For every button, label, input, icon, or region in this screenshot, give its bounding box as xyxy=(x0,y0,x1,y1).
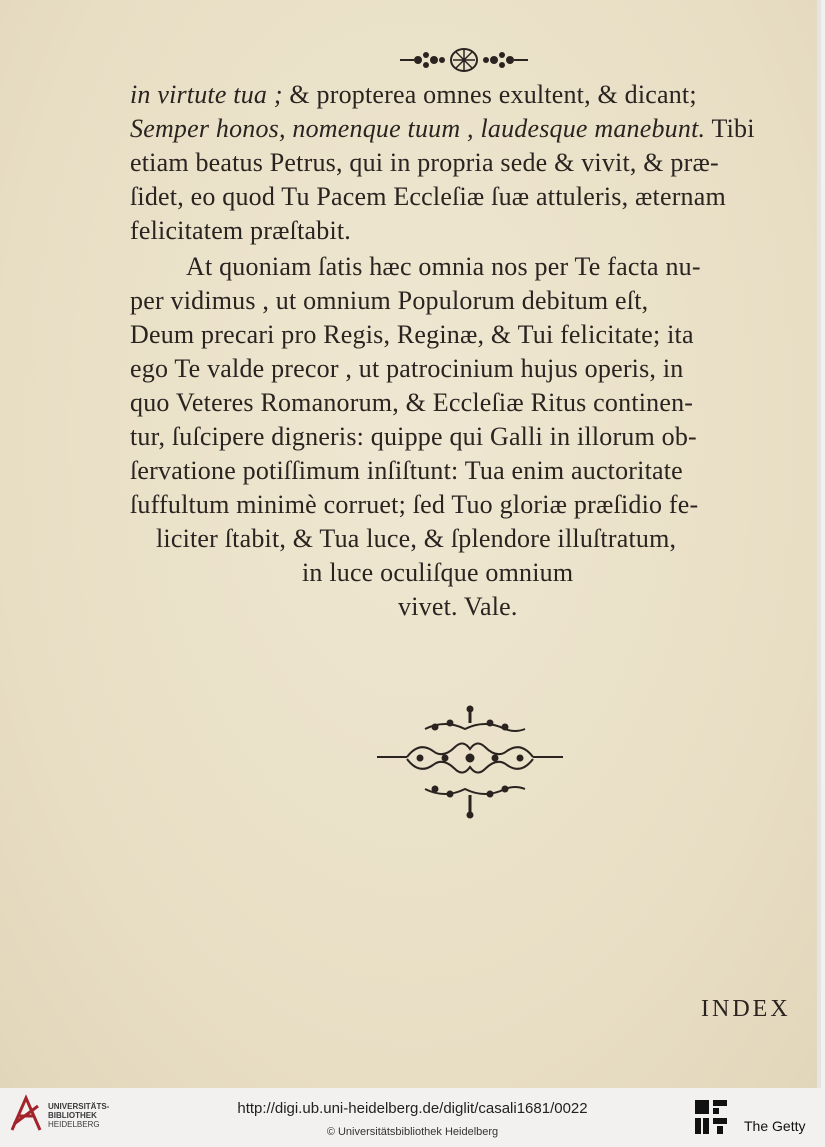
roman-text: etiam beatus Petrus, qui in propria sede & vivit, & præ- xyxy=(130,148,719,177)
text-line xyxy=(398,590,518,624)
roman-text: ego Te valde precor , ut patrocinium hujus operis, in xyxy=(130,354,684,383)
text-line xyxy=(130,454,683,488)
roman-text: quo Veteres Romanorum, & Eccleſiæ Ritus continen- xyxy=(130,388,694,417)
permalink-url[interactable]: http://digi.ub.uni-heidelberg.de/diglit/casali1681/0022 xyxy=(237,1100,588,1117)
roman-text: vivet. Vale. xyxy=(398,592,518,621)
roman-text: felicitatem præſtabit. xyxy=(130,216,351,245)
catchword: INDEX xyxy=(701,996,791,1022)
roman-text: Tibi xyxy=(705,114,755,143)
page-edge xyxy=(817,0,821,1088)
text-line xyxy=(130,214,351,248)
text-line xyxy=(156,522,676,556)
getty-logo-icon[interactable] xyxy=(693,1098,729,1138)
roman-text: ſuffultum minimè corruet; ſed Tuo gloriæ præſidio fe- xyxy=(130,490,699,519)
text-line xyxy=(186,250,701,284)
italic-text: Semper honos, nomenque tuum , laudesque manebunt. xyxy=(130,114,706,143)
roman-text: ſervatione potiſſimum inſiſtunt: Tua enim auctoritate xyxy=(130,456,683,485)
text-line xyxy=(130,180,726,214)
text-line xyxy=(302,556,573,590)
roman-text: At quoniam ſatis hæc omnia nos per Te facta nu- xyxy=(186,252,701,281)
text-line xyxy=(130,284,648,318)
roman-text: ſidet, eo quod Tu Pacem Eccleſiæ ſuæ attuleris, æternam xyxy=(130,182,726,211)
roman-text: & propterea omnes exultent, & dicant; xyxy=(282,80,697,109)
getty-label: The Getty xyxy=(744,1118,806,1134)
roman-text: per vidimus , ut omnium Populorum debitum eſt, xyxy=(130,286,649,315)
text-line xyxy=(130,78,697,112)
roman-text: tur, ſuſcipere digneris: quippe qui Galli in illorum ob- xyxy=(130,422,697,451)
roman-text: in luce oculiſque omnium xyxy=(302,558,574,587)
copyright-notice: © Universitätsbibliothek Heidelberg xyxy=(326,1126,499,1138)
italic-text: in virtute tua ; xyxy=(130,80,283,109)
text-line xyxy=(130,112,755,146)
floral-ornament-icon xyxy=(375,703,565,821)
text-line xyxy=(130,488,698,522)
text-line xyxy=(130,420,697,454)
roman-text: Deum precari pro Regis, Reginæ, & Tui felicitate; ita xyxy=(130,320,694,349)
roman-text: liciter ſtabit, & Tua luce, & ſplendore illuſtratum, xyxy=(156,524,677,553)
text-line xyxy=(130,386,693,420)
text-line xyxy=(130,318,694,352)
viewer-footer xyxy=(0,1088,825,1147)
library-name: UNIVERSITÄTS- BIBLIOTHEK HEIDELBERG xyxy=(48,1102,110,1129)
text-line xyxy=(130,146,719,180)
top-ornament-icon xyxy=(398,44,530,76)
text-line xyxy=(130,352,683,386)
